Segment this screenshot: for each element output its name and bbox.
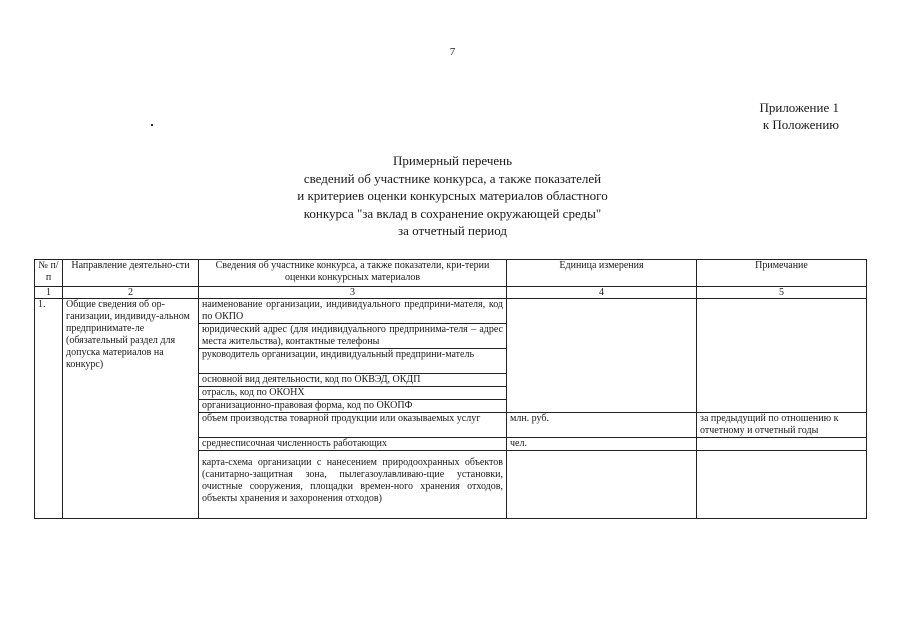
header-note: Примечание xyxy=(697,260,867,287)
row-number: 1. xyxy=(35,299,63,519)
item-legal-address: юридический адрес (для индивидуального предпринима-теля – адрес места жительства), контактные телефоны xyxy=(199,324,507,349)
item-okonh: отрасль, код по ОКОНХ xyxy=(199,387,507,400)
col-number: 3 xyxy=(199,287,507,299)
header-direction: Направление деятельно-сти xyxy=(63,260,199,287)
item-okopf: организационно-правовая форма, код по ОКОПФ xyxy=(199,400,507,413)
col-number: 4 xyxy=(507,287,697,299)
note-volume: за предыдущий по отношению к отчетному и отчетный годы xyxy=(697,413,867,438)
title-line-3: и критериев оценки конкурсных материалов областного xyxy=(297,188,608,203)
note-cell-empty xyxy=(697,451,867,519)
title-line-4: конкурса "за вклад в сохранение окружающей среды" xyxy=(303,205,602,221)
table-header-row xyxy=(35,260,867,287)
item-name-okpo: наименование организации, индивидуального предприни-мателя, код по ОКПО xyxy=(199,299,507,324)
table-row xyxy=(35,299,867,324)
header-info: Сведения об участнике конкурса, а также показатели, кри-терии оценки конкурсных материалов xyxy=(199,260,507,287)
page-number: 7 xyxy=(449,46,456,58)
unit-volume: млн. руб. xyxy=(507,413,697,438)
item-okved: основной вид деятельности, код по ОКВЭД, ОКДП xyxy=(199,374,507,387)
col-number: 5 xyxy=(697,287,867,299)
item-head: руководитель организации, индивидуальный предприни-матель xyxy=(199,349,507,374)
appendix-reference xyxy=(759,99,839,133)
header-num: № п/п xyxy=(35,260,63,287)
note-cell-empty xyxy=(697,299,867,413)
unit-cell-empty xyxy=(507,299,697,413)
item-production-volume: объем производства товарной продукции или оказываемых услуг xyxy=(199,413,507,438)
title-line-5: за отчетный период xyxy=(398,223,507,238)
unit-cell-empty xyxy=(507,451,697,519)
title-line-1: Примерный перечень xyxy=(392,153,513,168)
document-title xyxy=(0,152,905,240)
appendix-line-2: к Положению xyxy=(762,117,839,132)
criteria-table xyxy=(34,259,867,519)
col-number: 2 xyxy=(63,287,199,299)
note-cell-empty xyxy=(697,438,867,451)
row-direction: Общие сведения об ор-ганизации, индивиду-альном предпринимате-ле (обязательный раздел для допуска материалов на конкурс) xyxy=(63,299,199,519)
item-site-map: карта-схема организации с нанесением природоохранных объектов (санитарно-защитная зона, пылегазоулавливаю-щие установки, очистные сооружения, площадки времен-ного хранения отходов, объекты хранения и захоронения отходов) xyxy=(199,451,507,519)
col-number: 1 xyxy=(35,287,63,299)
unit-headcount: чел. xyxy=(507,438,697,451)
column-number-row xyxy=(35,287,867,299)
item-headcount: среднесписочная численность работающих xyxy=(199,438,507,451)
appendix-line-1: Приложение 1 xyxy=(759,100,839,115)
title-line-2: сведений об участнике конкурса, а также показателей xyxy=(303,170,602,186)
scan-speck xyxy=(151,124,153,126)
header-unit: Единица измерения xyxy=(507,260,697,287)
